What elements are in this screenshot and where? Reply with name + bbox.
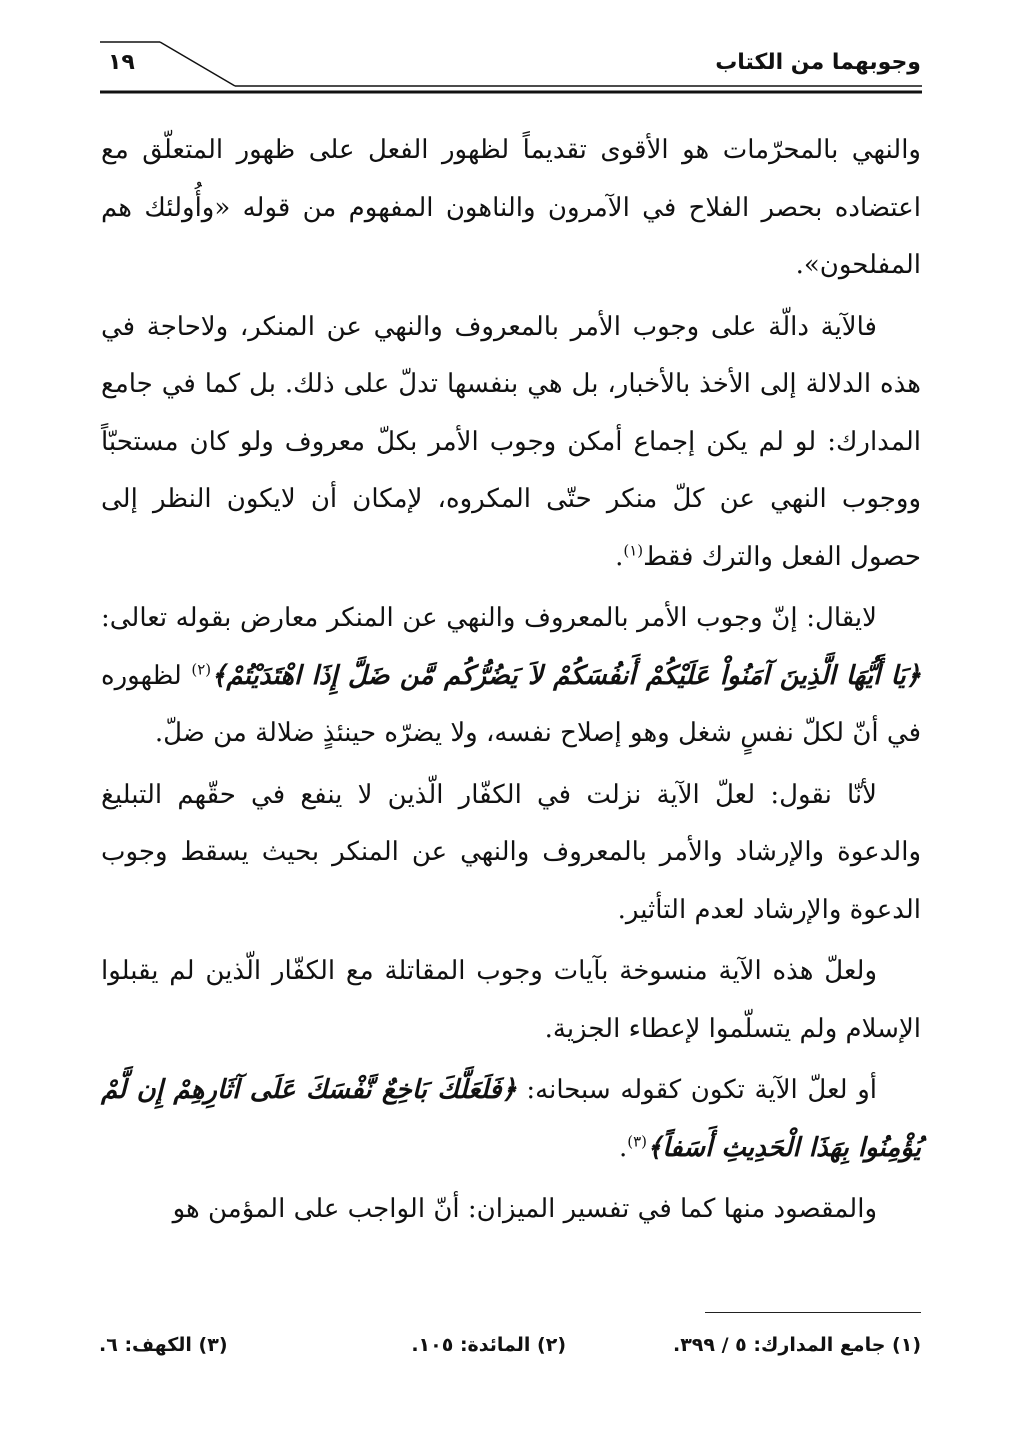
paragraph-text: فالآية دالّة على وجوب الأمر بالمعروف والنهي عن المنكر، ولاحاجة في هذه الدلالة إلى الأخذ بالأخبار، بل هي بنفسها تدلّ على ذلك. بل كما في جامع المدارك: لو لم يكن إجماع أمكن وجوب الأمر بكلّ معروف ولو كان مستحبّاً ووجوب النهي عن كلّ منكر حتّى المكروه، لإمكان أن لايكون النظر إلى حصول الفعل والترك فقط: [101, 311, 921, 572]
footnote-ref: (١): [623, 540, 644, 559]
paragraph-text: لايقال: إنّ وجوب الأمر بالمعروف والنهي عن المنكر معارض بقوله تعالى:: [101, 603, 877, 633]
paragraph-text: أو لعلّ الآية تكون كقوله سبحانه:: [516, 1075, 877, 1105]
footnote-separator: [705, 1312, 921, 1313]
paragraph-text: .: [618, 1132, 628, 1163]
paragraph: [101, 1181, 921, 1239]
quran-verse: ﴿فَلَعَلَّكَ بَاخِعٌ نَّفْسَكَ عَلَى آثَارِهِمْ إِن لَّمْ يُؤْمِنُوا بِهَذَا الْحَدِيثِ أَسَفاً﴾: [101, 1075, 921, 1163]
footnote-2: (٢) المائدة: ١٠٥.: [411, 1334, 566, 1356]
footnote-ref: (٢): [191, 659, 212, 678]
paragraph: [101, 299, 921, 587]
running-title: وجوبهما من الكتاب: [715, 50, 921, 75]
main-text: [101, 122, 921, 1239]
paragraph-text: والمقصود منها كما في تفسير الميزان: أنّ الواجب على المؤمن هو: [172, 1194, 877, 1224]
paragraph-text: ولعلّ هذه الآية منسوخة بآيات وجوب المقاتلة مع الكفّار الّذين لم يقبلوا الإسلام ولم يتسلّموا لإعطاء الجزية.: [101, 956, 921, 1044]
footnote-1: (١) جامع المدارك: ٥ / ٣٩٩.: [672, 1334, 921, 1356]
paragraph: [101, 1062, 921, 1177]
page-number: ١٩: [108, 50, 135, 75]
page-header: [0, 0, 1021, 100]
quran-verse: ﴿يَا أَيُّهَا الَّذِينَ آمَنُواْ عَلَيْكُمْ أَنفُسَكُمْ لاَ يَضُرُّكُم مَّن ضَلَّ إِذَا اهْتَدَيْتُمْ﴾: [211, 660, 921, 691]
paragraph: [101, 590, 921, 763]
footnote-3: (٣) الكهف: ٦.: [99, 1334, 228, 1356]
paragraph: [101, 122, 921, 295]
footnote-ref: (٣): [627, 1131, 647, 1150]
paragraph-text: لأنّا نقول: لعلّ الآية نزلت في الكفّار الّذين لا ينفع في حقّهم التبليغ والدعوة والإرشاد والأمر بالمعروف والنهي عن المنكر بحيث يسقط وجوب الدعوة والإرشاد لعدم التأثير.: [101, 779, 921, 925]
footnotes: [99, 1334, 921, 1364]
paragraph-text: والنهي بالمحرّمات هو الأقوى تقديماً لظهور الفعل على ظهور المتعلّق مع اعتضاده بحصر الفلاح في الآمرون والناهون المفهوم من قوله «وأُولئك هم المفلحون».: [101, 135, 921, 280]
paragraph: [101, 767, 921, 940]
paragraph-text: .: [615, 541, 624, 572]
paragraph: [101, 943, 921, 1058]
paragraph-text: لظهوره في أنّ لكلّ نفسٍ شغل وهو إصلاح نفسه، ولا يضرّه حينئذٍ ضلالة من ضلّ.: [101, 660, 921, 748]
